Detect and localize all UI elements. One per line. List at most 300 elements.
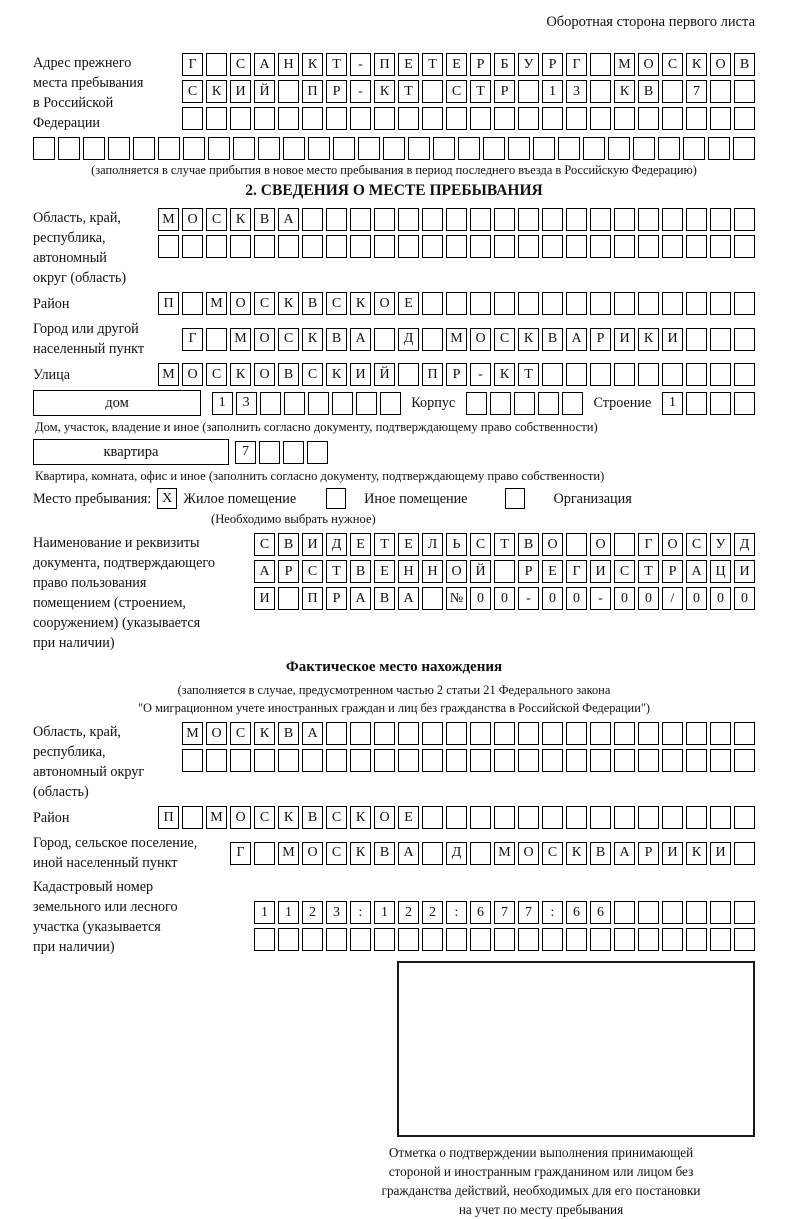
char-cell[interactable] [259, 441, 280, 464]
char-cell[interactable]: И [254, 587, 275, 610]
char-cell[interactable] [326, 235, 347, 258]
char-cell[interactable] [590, 208, 611, 231]
char-cell[interactable] [408, 137, 430, 160]
char-cell[interactable] [518, 749, 539, 772]
char-cell[interactable] [470, 292, 491, 315]
char-cell[interactable]: И [350, 363, 371, 386]
char-cell[interactable] [542, 208, 563, 231]
char-cell[interactable] [254, 235, 275, 258]
char-cell[interactable] [710, 208, 731, 231]
char-cell[interactable] [708, 137, 730, 160]
char-cell[interactable]: К [278, 292, 299, 315]
char-cell[interactable]: Е [398, 806, 419, 829]
char-cell[interactable]: Е [398, 292, 419, 315]
char-cell[interactable]: В [278, 722, 299, 745]
char-cell[interactable]: А [302, 722, 323, 745]
char-cell[interactable] [302, 749, 323, 772]
char-cell[interactable]: В [278, 533, 299, 556]
char-cell[interactable] [686, 392, 707, 415]
house-widebox[interactable]: дом [33, 390, 201, 416]
char-cell[interactable]: О [518, 842, 539, 865]
char-cell[interactable] [710, 928, 731, 951]
char-cell[interactable] [208, 137, 230, 160]
char-cell[interactable]: А [398, 842, 419, 865]
char-cell[interactable] [350, 749, 371, 772]
char-cell[interactable] [206, 53, 227, 76]
char-cell[interactable] [614, 235, 635, 258]
char-cell[interactable]: М [494, 842, 515, 865]
char-cell[interactable]: О [182, 208, 203, 231]
char-cell[interactable]: К [614, 80, 635, 103]
char-cell[interactable] [422, 328, 443, 351]
char-cell[interactable] [158, 137, 180, 160]
char-cell[interactable] [278, 587, 299, 610]
char-cell[interactable] [446, 928, 467, 951]
char-cell[interactable] [483, 137, 505, 160]
char-cell[interactable] [542, 235, 563, 258]
char-cell[interactable] [206, 107, 227, 130]
char-cell[interactable]: К [686, 842, 707, 865]
char-cell[interactable] [566, 235, 587, 258]
char-cell[interactable] [662, 235, 683, 258]
char-cell[interactable] [710, 107, 731, 130]
char-cell[interactable] [383, 137, 405, 160]
char-cell[interactable]: М [446, 328, 467, 351]
char-cell[interactable] [374, 208, 395, 231]
char-cell[interactable]: Л [422, 533, 443, 556]
char-cell[interactable]: К [254, 722, 275, 745]
char-cell[interactable] [374, 328, 395, 351]
char-cell[interactable]: О [374, 292, 395, 315]
char-cell[interactable] [533, 137, 555, 160]
char-cell[interactable]: С [230, 722, 251, 745]
char-cell[interactable] [283, 137, 305, 160]
char-cell[interactable] [58, 137, 80, 160]
char-cell[interactable] [398, 208, 419, 231]
char-cell[interactable] [658, 137, 680, 160]
char-cell[interactable] [662, 749, 683, 772]
char-cell[interactable] [308, 137, 330, 160]
char-cell[interactable] [590, 722, 611, 745]
char-cell[interactable] [662, 363, 683, 386]
char-cell[interactable] [686, 806, 707, 829]
char-cell[interactable] [614, 928, 635, 951]
char-cell[interactable]: 1 [542, 80, 563, 103]
char-cell[interactable] [686, 107, 707, 130]
char-cell[interactable] [398, 363, 419, 386]
char-cell[interactable]: 0 [494, 587, 515, 610]
char-cell[interactable]: М [158, 208, 179, 231]
char-cell[interactable]: Т [398, 80, 419, 103]
char-cell[interactable] [662, 107, 683, 130]
char-cell[interactable] [182, 235, 203, 258]
char-cell[interactable] [422, 587, 443, 610]
char-cell[interactable] [33, 137, 55, 160]
char-cell[interactable]: П [422, 363, 443, 386]
char-cell[interactable] [398, 722, 419, 745]
char-cell[interactable] [638, 722, 659, 745]
char-cell[interactable] [542, 806, 563, 829]
char-cell[interactable] [710, 235, 731, 258]
char-cell[interactable] [710, 80, 731, 103]
char-cell[interactable]: Й [254, 80, 275, 103]
char-cell[interactable]: С [182, 80, 203, 103]
char-cell[interactable]: / [662, 587, 683, 610]
char-cell[interactable]: 2 [422, 901, 443, 924]
char-cell[interactable]: Т [326, 53, 347, 76]
char-cell[interactable]: О [374, 806, 395, 829]
char-cell[interactable] [374, 107, 395, 130]
char-cell[interactable] [638, 107, 659, 130]
char-cell[interactable] [470, 208, 491, 231]
char-cell[interactable]: Д [734, 533, 755, 556]
char-cell[interactable] [734, 292, 755, 315]
char-cell[interactable]: В [374, 842, 395, 865]
char-cell[interactable]: О [206, 722, 227, 745]
char-cell[interactable] [494, 208, 515, 231]
char-cell[interactable] [590, 80, 611, 103]
char-cell[interactable]: Т [518, 363, 539, 386]
char-cell[interactable] [566, 722, 587, 745]
char-cell[interactable] [710, 749, 731, 772]
char-cell[interactable]: - [350, 80, 371, 103]
char-cell[interactable]: К [518, 328, 539, 351]
char-cell[interactable] [494, 749, 515, 772]
char-cell[interactable]: Д [398, 328, 419, 351]
char-cell[interactable]: М [278, 842, 299, 865]
char-cell[interactable] [686, 901, 707, 924]
char-cell[interactable]: - [518, 587, 539, 610]
char-cell[interactable]: Г [566, 53, 587, 76]
char-cell[interactable]: О [254, 328, 275, 351]
char-cell[interactable]: И [662, 328, 683, 351]
char-cell[interactable]: О [542, 533, 563, 556]
char-cell[interactable]: - [350, 53, 371, 76]
char-cell[interactable]: С [206, 363, 227, 386]
char-cell[interactable] [446, 722, 467, 745]
char-cell[interactable]: Р [662, 560, 683, 583]
char-cell[interactable]: С [302, 363, 323, 386]
char-cell[interactable] [566, 749, 587, 772]
char-cell[interactable]: Р [494, 80, 515, 103]
char-cell[interactable]: - [470, 363, 491, 386]
char-cell[interactable] [542, 928, 563, 951]
char-cell[interactable] [398, 928, 419, 951]
char-cell[interactable]: 0 [470, 587, 491, 610]
char-cell[interactable] [230, 107, 251, 130]
char-cell[interactable]: П [374, 53, 395, 76]
char-cell[interactable]: И [614, 328, 635, 351]
char-cell[interactable] [278, 107, 299, 130]
char-cell[interactable] [422, 80, 443, 103]
char-cell[interactable] [710, 722, 731, 745]
char-cell[interactable] [686, 292, 707, 315]
char-cell[interactable] [614, 292, 635, 315]
char-cell[interactable] [686, 328, 707, 351]
char-cell[interactable]: С [302, 560, 323, 583]
char-cell[interactable]: : [446, 901, 467, 924]
char-cell[interactable] [470, 107, 491, 130]
char-cell[interactable]: В [302, 806, 323, 829]
char-cell[interactable] [733, 137, 755, 160]
char-cell[interactable] [422, 235, 443, 258]
char-cell[interactable] [633, 137, 655, 160]
char-cell[interactable]: Е [398, 533, 419, 556]
char-cell[interactable] [278, 928, 299, 951]
char-cell[interactable]: С [494, 328, 515, 351]
char-cell[interactable]: К [302, 328, 323, 351]
char-cell[interactable] [518, 292, 539, 315]
char-cell[interactable]: Ц [710, 560, 731, 583]
char-cell[interactable]: С [326, 292, 347, 315]
char-cell[interactable] [302, 928, 323, 951]
char-cell[interactable]: Г [566, 560, 587, 583]
char-cell[interactable] [326, 749, 347, 772]
stay-checkbox-residential[interactable]: X [157, 488, 177, 509]
char-cell[interactable]: 0 [710, 587, 731, 610]
char-cell[interactable]: 7 [518, 901, 539, 924]
char-cell[interactable] [662, 208, 683, 231]
char-cell[interactable] [590, 363, 611, 386]
char-cell[interactable] [458, 137, 480, 160]
stay-checkbox-organization[interactable] [505, 488, 525, 509]
char-cell[interactable]: А [254, 53, 275, 76]
char-cell[interactable]: В [374, 587, 395, 610]
char-cell[interactable] [686, 235, 707, 258]
char-cell[interactable] [283, 441, 304, 464]
char-cell[interactable] [494, 560, 515, 583]
char-cell[interactable] [206, 328, 227, 351]
char-cell[interactable] [518, 208, 539, 231]
char-cell[interactable]: О [254, 363, 275, 386]
char-cell[interactable] [302, 208, 323, 231]
char-cell[interactable] [350, 722, 371, 745]
char-cell[interactable] [182, 107, 203, 130]
char-cell[interactable]: 7 [235, 441, 256, 464]
char-cell[interactable] [566, 806, 587, 829]
char-cell[interactable] [734, 928, 755, 951]
apartment-widebox[interactable]: квартира [33, 439, 229, 465]
char-cell[interactable] [590, 235, 611, 258]
char-cell[interactable] [614, 901, 635, 924]
char-cell[interactable]: Р [278, 560, 299, 583]
char-cell[interactable]: М [614, 53, 635, 76]
char-cell[interactable]: Т [374, 533, 395, 556]
char-cell[interactable] [490, 392, 511, 415]
char-cell[interactable]: С [206, 208, 227, 231]
char-cell[interactable] [230, 235, 251, 258]
char-cell[interactable] [686, 928, 707, 951]
char-cell[interactable] [518, 806, 539, 829]
char-cell[interactable] [470, 842, 491, 865]
char-cell[interactable] [470, 806, 491, 829]
char-cell[interactable] [374, 235, 395, 258]
char-cell[interactable]: Г [638, 533, 659, 556]
char-cell[interactable] [734, 208, 755, 231]
char-cell[interactable] [358, 137, 380, 160]
char-cell[interactable] [260, 392, 281, 415]
char-cell[interactable]: П [158, 292, 179, 315]
char-cell[interactable] [494, 928, 515, 951]
char-cell[interactable] [614, 533, 635, 556]
char-cell[interactable]: Т [422, 53, 443, 76]
char-cell[interactable]: О [230, 806, 251, 829]
char-cell[interactable] [518, 107, 539, 130]
char-cell[interactable]: В [590, 842, 611, 865]
char-cell[interactable] [638, 208, 659, 231]
char-cell[interactable] [614, 722, 635, 745]
char-cell[interactable] [83, 137, 105, 160]
char-cell[interactable]: М [206, 806, 227, 829]
char-cell[interactable]: И [302, 533, 323, 556]
char-cell[interactable] [638, 292, 659, 315]
char-cell[interactable] [686, 363, 707, 386]
stay-checkbox-other[interactable] [326, 488, 346, 509]
char-cell[interactable] [350, 235, 371, 258]
char-cell[interactable] [734, 363, 755, 386]
char-cell[interactable]: Н [422, 560, 443, 583]
char-cell[interactable] [583, 137, 605, 160]
char-cell[interactable] [182, 806, 203, 829]
char-cell[interactable] [182, 749, 203, 772]
char-cell[interactable]: В [302, 292, 323, 315]
char-cell[interactable] [374, 722, 395, 745]
char-cell[interactable] [182, 292, 203, 315]
char-cell[interactable] [542, 363, 563, 386]
char-cell[interactable]: У [710, 533, 731, 556]
char-cell[interactable]: 1 [374, 901, 395, 924]
char-cell[interactable]: К [230, 208, 251, 231]
char-cell[interactable] [284, 392, 305, 415]
char-cell[interactable] [662, 80, 683, 103]
char-cell[interactable] [374, 928, 395, 951]
char-cell[interactable] [254, 107, 275, 130]
char-cell[interactable] [734, 722, 755, 745]
char-cell[interactable] [710, 392, 731, 415]
char-cell[interactable]: Р [518, 560, 539, 583]
char-cell[interactable] [470, 749, 491, 772]
char-cell[interactable] [398, 749, 419, 772]
char-cell[interactable]: Г [182, 328, 203, 351]
char-cell[interactable]: М [158, 363, 179, 386]
char-cell[interactable] [566, 928, 587, 951]
char-cell[interactable]: К [566, 842, 587, 865]
char-cell[interactable] [542, 749, 563, 772]
char-cell[interactable]: 3 [566, 80, 587, 103]
char-cell[interactable]: М [230, 328, 251, 351]
char-cell[interactable] [566, 533, 587, 556]
char-cell[interactable]: Д [326, 533, 347, 556]
char-cell[interactable]: И [662, 842, 683, 865]
char-cell[interactable]: В [254, 208, 275, 231]
char-cell[interactable]: М [182, 722, 203, 745]
char-cell[interactable] [518, 722, 539, 745]
char-cell[interactable]: Е [374, 560, 395, 583]
char-cell[interactable]: И [710, 842, 731, 865]
char-cell[interactable] [422, 292, 443, 315]
char-cell[interactable]: Н [278, 53, 299, 76]
char-cell[interactable]: С [230, 53, 251, 76]
char-cell[interactable]: И [230, 80, 251, 103]
char-cell[interactable]: 0 [542, 587, 563, 610]
char-cell[interactable] [614, 363, 635, 386]
char-cell[interactable] [350, 107, 371, 130]
char-cell[interactable] [734, 901, 755, 924]
char-cell[interactable]: А [350, 328, 371, 351]
char-cell[interactable] [470, 235, 491, 258]
char-cell[interactable] [518, 928, 539, 951]
char-cell[interactable]: Т [494, 533, 515, 556]
char-cell[interactable] [638, 928, 659, 951]
char-cell[interactable]: Е [446, 53, 467, 76]
char-cell[interactable] [614, 749, 635, 772]
char-cell[interactable] [638, 901, 659, 924]
char-cell[interactable] [494, 722, 515, 745]
char-cell[interactable]: А [278, 208, 299, 231]
char-cell[interactable] [326, 722, 347, 745]
char-cell[interactable]: А [566, 328, 587, 351]
char-cell[interactable]: В [542, 328, 563, 351]
char-cell[interactable]: И [734, 560, 755, 583]
char-cell[interactable] [590, 107, 611, 130]
char-cell[interactable]: 7 [686, 80, 707, 103]
char-cell[interactable]: А [614, 842, 635, 865]
char-cell[interactable]: С [686, 533, 707, 556]
char-cell[interactable]: О [662, 533, 683, 556]
char-cell[interactable]: К [278, 806, 299, 829]
char-cell[interactable] [183, 137, 205, 160]
char-cell[interactable] [350, 208, 371, 231]
char-cell[interactable]: Г [182, 53, 203, 76]
char-cell[interactable] [590, 749, 611, 772]
char-cell[interactable] [734, 235, 755, 258]
char-cell[interactable]: О [470, 328, 491, 351]
char-cell[interactable] [254, 928, 275, 951]
char-cell[interactable] [566, 292, 587, 315]
char-cell[interactable]: К [302, 53, 323, 76]
char-cell[interactable]: К [686, 53, 707, 76]
char-cell[interactable] [638, 363, 659, 386]
char-cell[interactable]: 1 [662, 392, 683, 415]
char-cell[interactable]: С [326, 806, 347, 829]
char-cell[interactable] [398, 107, 419, 130]
char-cell[interactable]: К [638, 328, 659, 351]
char-cell[interactable]: О [302, 842, 323, 865]
char-cell[interactable] [332, 392, 353, 415]
char-cell[interactable] [662, 928, 683, 951]
char-cell[interactable] [302, 107, 323, 130]
char-cell[interactable] [374, 749, 395, 772]
char-cell[interactable]: № [446, 587, 467, 610]
char-cell[interactable] [734, 806, 755, 829]
char-cell[interactable]: 3 [326, 901, 347, 924]
char-cell[interactable] [446, 235, 467, 258]
char-cell[interactable] [446, 806, 467, 829]
char-cell[interactable] [494, 107, 515, 130]
char-cell[interactable]: П [302, 80, 323, 103]
char-cell[interactable] [734, 392, 755, 415]
char-cell[interactable]: 2 [398, 901, 419, 924]
char-cell[interactable]: Н [398, 560, 419, 583]
char-cell[interactable] [206, 749, 227, 772]
char-cell[interactable]: Р [638, 842, 659, 865]
char-cell[interactable] [422, 208, 443, 231]
char-cell[interactable]: Т [326, 560, 347, 583]
char-cell[interactable] [608, 137, 630, 160]
char-cell[interactable]: Е [542, 560, 563, 583]
char-cell[interactable]: С [278, 328, 299, 351]
char-cell[interactable] [542, 292, 563, 315]
